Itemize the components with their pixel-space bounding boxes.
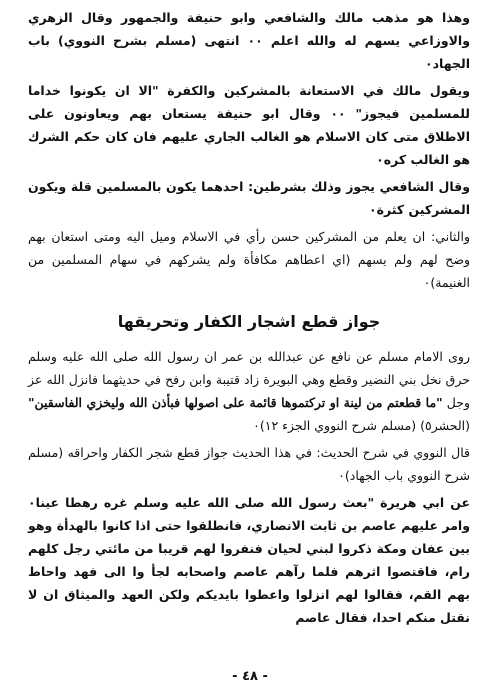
nawawi-comment: قال النووي في شرح الحديث: في هذا الحديث جواز قطع شجر الكفار واحراقه (مسلم شرح النووي باب الجهاد)٠ — [28, 445, 470, 483]
hadith-intro: روى الامام مسلم عن نافع عن عبدالله بن عمر ان رسول الله صلى الله عليه وسلم حرق نخل بني النضير وقطع وهي البويرة زاد قتيبة وابن رفح في حديثهما فانزل الله عز وجل — [28, 349, 470, 410]
page-number: - ٤٨ - — [232, 669, 268, 684]
paragraph-shafii: وقال الشافعي يجوز وذلك بشرطين: احدهما يكون بالمسلمين قلة ويكون المشركين كثرة٠ — [28, 179, 470, 217]
paragraph-madhhab: وهذا هو مذهب مالك والشافعي وابو حنيفة والجمهور وقال الزهري والاوزاعي يسهم له والله اعلم ٠٠ انتهى (مسلم بشرح النووي) باب الجهاد٠ — [28, 10, 470, 71]
quran-verse: "ما قطعتم من لينة او تركتموها قائمة على اصولها فبأذن الله وليخزي الفاسقين" — [28, 395, 443, 410]
paragraph-malik: ويقول مالك في الاستعانة بالمشركين والكفرة "الا ان يكونوا خداما للمسلمين فيجوز" ٠٠ وقال ابو حنيفة يستعان بهم ويعاونون على الاطلاق متى كان الاسلام هو الغالب الجاري عليهم فان كان حكم الشرك هو الغالب كره٠ — [28, 83, 470, 167]
section-heading: جواز قطع اشجار الكفار وتحريقها — [117, 312, 381, 331]
paragraph-second-condition: والثاني: ان يعلم من المشركين حسن رأي في الاسلام وميل اليه ومتى استعان بهم وضح لهم ولم يسهم (اي اعطاهم مكافأة ولم يشركهم في سهام المسلمين من الغنيمة)٠ — [28, 229, 470, 290]
hadith-muslim-paragraph — [28, 345, 470, 437]
verse-reference: (الحشر٥) (مسلم شرح النووي الجزء ١٢)٠ — [253, 418, 470, 433]
hadith-abu-hurayra: عن ابي هريرة "بعث رسول الله صلى الله عليه وسلم غره رهطا عينا٠ وامر عليهم عاصم بن ثابت الانصاري، فانطلقوا حتى اذا كانوا بالهدأة وهو بين عفان ومكة ذكروا لبني لحيان فنفروا لهم قريبا من مائتي رجل كلهم رام، فاقتصوا اثرهم فلما رآهم عاصم واصحابه لجأ وا الى فهد واحاط بهم القم، فقالوا لهم انزلوا واعطوا بايديكم ولكن العهد والميثاق ان لا نقتل منكم احدا، فقال عاصم — [28, 495, 470, 625]
